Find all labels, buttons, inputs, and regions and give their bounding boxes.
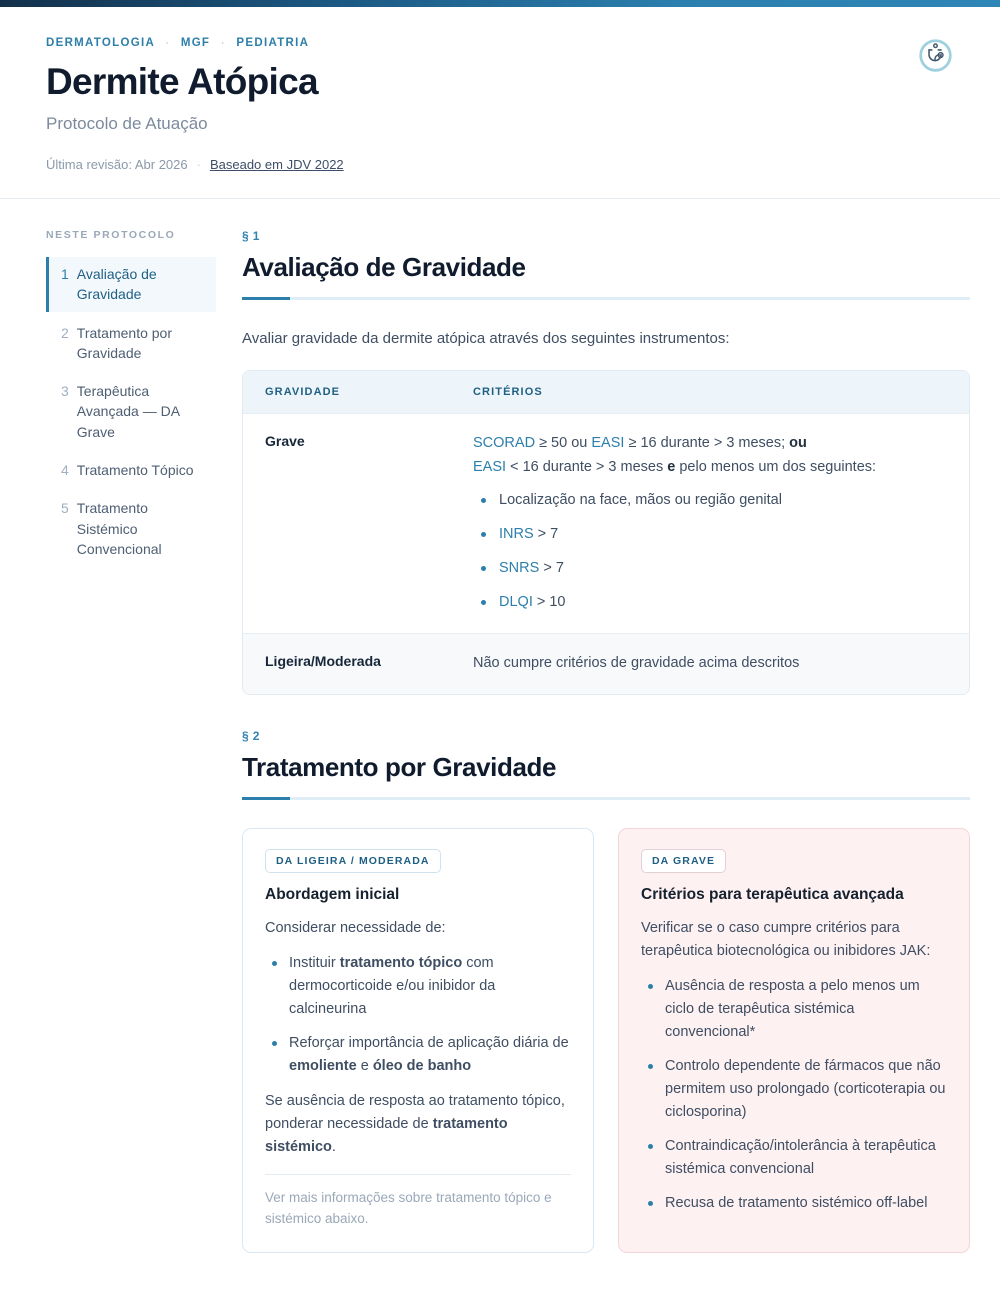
card-title: Abordagem inicial (265, 885, 400, 903)
list-item: Ausência de resposta a pelo menos um ciclo de terapêutica sistémica convencional* (641, 975, 947, 1044)
main-content (236, 199, 1000, 1287)
column-header-gravidade: GRAVIDADE (265, 386, 341, 399)
table-row (243, 413, 969, 633)
section-rule (242, 797, 970, 800)
term-snrs: SNRS (499, 560, 540, 577)
list-item (265, 1032, 571, 1078)
toc-heading: NESTE PROTOCOLO (46, 228, 176, 241)
bullet-text-strong: emoliente (289, 1057, 357, 1074)
bullet-text-post: com dermocorticoide e/ou inibidor da calcineurina (289, 955, 496, 1017)
list-item: Contraindicação/intolerância à terapêutica sistémica convencional (641, 1135, 947, 1181)
column-header-criterios: CRITÉRIOS (473, 386, 543, 399)
card-bullet-list (265, 952, 571, 1078)
sidebar-item-tratamento-sistemico[interactable] (46, 491, 216, 566)
criteria-text: ≥ 50 ou (535, 435, 592, 452)
bullet-text-pre: Reforçar importância de aplicação diária de (289, 1034, 569, 1051)
sidebar-item-avaliacao-gravidade[interactable] (46, 257, 216, 312)
criteria-text: ≥ 16 durante > 3 meses; (624, 435, 790, 452)
breadcrumb-separator: · (165, 37, 171, 49)
header-meta (46, 157, 954, 172)
stethoscope-icon (917, 37, 954, 74)
breadcrumb-item-pediatria[interactable]: PEDIATRIA (236, 37, 310, 49)
table-header-row (243, 371, 969, 413)
bullet-text-mid: e (356, 1057, 373, 1074)
card-title: Critérios para terapêutica avançada (641, 885, 904, 903)
list-item (473, 558, 947, 579)
term-inrs: INRS (499, 526, 534, 543)
top-accent-bar (0, 0, 1000, 7)
toc-label: Tratamento por Gravidade (76, 324, 172, 361)
card-intro-text: Considerar necessidade de: (265, 919, 446, 936)
section-title: Avaliação de Gravidade (242, 251, 526, 282)
list-item (265, 952, 571, 1021)
sidebar-toc (0, 199, 236, 570)
list-item (473, 592, 947, 613)
card-closing-text (265, 1090, 571, 1160)
criteria-bullet-list (473, 490, 947, 613)
section-number: § 2 (242, 728, 260, 743)
meta-separator: · (196, 156, 201, 172)
list-item (473, 490, 947, 511)
toc-label: Terapêutica Avançada — DA Grave (76, 383, 180, 440)
treatment-cards (242, 828, 970, 1253)
toc-number: 1 (61, 265, 69, 282)
sidebar-item-tratamento-topico[interactable] (46, 453, 216, 487)
page-layout (0, 199, 1000, 1287)
term-scorad: SCORAD (473, 435, 536, 452)
bullet-text-strong-2: óleo de banho (372, 1057, 472, 1074)
bullet-text-pre: Instituir (289, 955, 340, 972)
term-easi: EASI (591, 435, 625, 452)
card-da-grave (618, 828, 970, 1253)
toc-label: Tratamento Tópico (76, 462, 194, 479)
criteria-text: < 16 durante > 3 meses (506, 458, 668, 475)
conjunction-ou: ou (789, 435, 807, 452)
cell-criteria-ligeira-moderada: Não cumpre critérios de gravidade acima descritos (473, 655, 800, 672)
status-badge: DA LIGEIRA / MODERADA (265, 849, 441, 873)
toc-number: 5 (61, 500, 69, 517)
section-title: Tratamento por Gravidade (242, 751, 557, 782)
closing-post: . (331, 1139, 336, 1156)
criteria-text: pelo menos um dos seguintes: (675, 458, 877, 475)
criteria-line-2 (473, 456, 947, 479)
bullet-text: > 10 (532, 594, 566, 611)
breadcrumb-item-mgf[interactable]: MGF (180, 37, 211, 49)
term-dlqi: DLQI (499, 594, 533, 611)
breadcrumb (46, 37, 954, 49)
revision-date: Última revisão: Abr 2026 (46, 156, 188, 172)
closing-pre: Se ausência de resposta ao tratamento tópico, ponderar necessidade de (265, 1092, 565, 1132)
list-item: Recusa de tratamento sistémico off-label (641, 1192, 947, 1215)
page-subtitle: Protocolo de Atuação (46, 113, 208, 133)
toc-label: Avaliação de Gravidade (76, 265, 157, 303)
term-easi: EASI (473, 458, 507, 475)
conjunction-e: e (667, 458, 676, 475)
closing-strong: tratamento sistémico (265, 1115, 508, 1156)
sidebar-item-tratamento-por-gravidade[interactable] (46, 316, 216, 371)
sidebar-item-terapeutica-avancada[interactable] (46, 374, 216, 449)
page-title: Dermite Atópica (46, 61, 318, 102)
section-avaliacao-gravidade (242, 229, 970, 695)
toc-label: Tratamento Sistémico Convencional (76, 500, 162, 557)
section-rule (242, 297, 970, 300)
section-lead-text: Avaliar gravidade da dermite atópica através dos seguintes instrumentos: (242, 329, 730, 347)
bullet-text-strong: tratamento tópico (339, 955, 463, 972)
cell-criteria-grave (473, 432, 947, 615)
page-header (0, 7, 1000, 199)
table-row (243, 633, 969, 693)
breadcrumb-item-dermatologia[interactable]: DERMATOLOGIA (46, 37, 155, 49)
breadcrumb-separator: · (220, 37, 226, 49)
bullet-text: > 7 (533, 526, 559, 543)
section-tratamento-por-gravidade (242, 729, 970, 1253)
status-badge: DA GRAVE (641, 849, 726, 873)
toc-number: 3 (61, 383, 69, 400)
criteria-line-1 (473, 432, 947, 455)
list-item: Controlo dependente de fármacos que não permitem uso prolongado (corticoterapia ou ciclosporina) (641, 1055, 947, 1124)
cell-severity-ligeira-moderada: Ligeira/Moderada (265, 653, 381, 670)
bullet-text: Localização na face, mãos ou região genital (499, 492, 782, 509)
bullet-text: > 7 (539, 560, 564, 577)
toc-number: 4 (61, 462, 69, 479)
card-bullet-list (641, 975, 947, 1214)
cell-severity-grave: Grave (265, 433, 305, 450)
section-number: § 1 (242, 228, 260, 243)
card-intro-text: Verificar se o caso cumpre critérios para terapêutica biotecnológica ou inibidores JAK: (641, 919, 931, 960)
source-link[interactable]: Baseado em JDV 2022 (209, 156, 344, 172)
toc-number: 2 (61, 324, 69, 341)
card-divider (265, 1174, 571, 1175)
list-item (473, 524, 947, 545)
severity-criteria-table (242, 370, 970, 695)
card-da-ligeira-moderada (242, 828, 594, 1253)
card-note: Ver mais informações sobre tratamento tópico e sistémico abaixo. (265, 1190, 552, 1227)
